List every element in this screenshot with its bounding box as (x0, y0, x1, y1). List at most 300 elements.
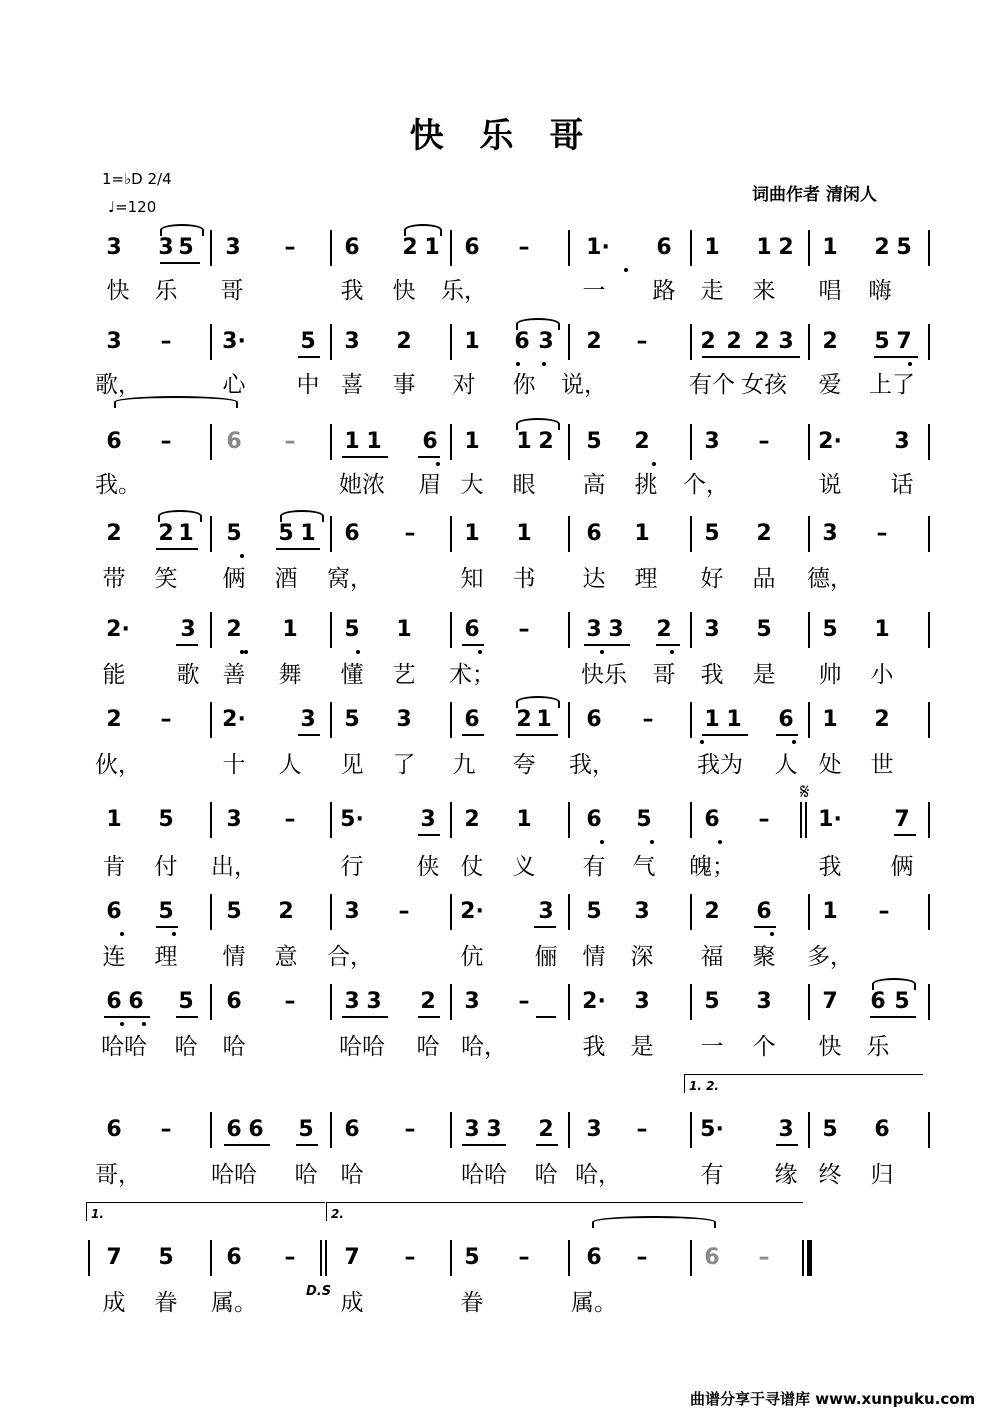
lyric-syllable: 九 (452, 752, 476, 778)
note: 3 (704, 429, 720, 454)
note: 5 (464, 1245, 480, 1270)
lyric-syllable: 哈 (416, 1034, 440, 1060)
barline (330, 230, 332, 266)
double-barline (800, 802, 807, 838)
barline (450, 612, 452, 648)
octave-dot (436, 462, 440, 466)
lyric-syllable: 德， (807, 566, 853, 592)
barline (690, 324, 692, 360)
note: 6 (704, 1245, 720, 1270)
lyric-syllable: 哥， (95, 1162, 141, 1188)
note: 5 (226, 899, 242, 924)
lyric-syllable: 善 (222, 662, 246, 688)
barline (330, 702, 332, 738)
note: 3 (106, 329, 122, 354)
barline (808, 324, 810, 360)
lyric-syllable: 十 (222, 752, 246, 778)
note: – (642, 707, 654, 732)
octave-dot (770, 932, 774, 936)
barline (568, 802, 570, 838)
barline (690, 1112, 692, 1148)
lyric-syllable: 书 (512, 566, 536, 592)
lyric-syllable: 成 (340, 1290, 364, 1316)
lyric-syllable: 人 (278, 752, 302, 778)
eighth-underline (156, 548, 198, 550)
note: 3 (586, 617, 602, 642)
note: 2· (818, 429, 842, 454)
note: – (284, 989, 296, 1014)
lyric-syllable: 哈， (575, 1162, 621, 1188)
note: 6 (344, 521, 360, 546)
note: 2 (874, 235, 890, 260)
note: 1 (536, 707, 552, 732)
note: 1 (178, 521, 194, 546)
octave-dot (356, 650, 360, 654)
lyric-syllable: 眉 (418, 472, 442, 498)
note: 3 (344, 329, 360, 354)
octave-dot (600, 840, 604, 844)
note: 3 (778, 1117, 794, 1142)
lyric-syllable: 带 (102, 566, 126, 592)
lyric-syllable: 哈 (534, 1162, 558, 1188)
lyric-syllable: 聚 (752, 944, 776, 970)
note: 2 (700, 329, 716, 354)
note: 3 (634, 899, 650, 924)
eighth-underline (418, 456, 440, 458)
barline (568, 612, 570, 648)
octave-dot (700, 740, 704, 744)
lyric-syllable: 我 (700, 662, 724, 688)
volta-2 (326, 1202, 803, 1221)
note: 5 (158, 807, 174, 832)
lyric-syllable: 我。 (95, 472, 141, 498)
eighth-underline (342, 1016, 388, 1018)
note: 1 (300, 521, 316, 546)
barline (808, 230, 810, 266)
lyric-syllable: 歌， (95, 372, 141, 398)
barline (808, 1112, 810, 1148)
lyric-syllable: 属。 (571, 1290, 617, 1316)
note: 3 (226, 807, 242, 832)
note: 3· (222, 329, 246, 354)
octave-dot (516, 362, 520, 366)
lyric-syllable: 意 (274, 944, 298, 970)
note: – (636, 329, 648, 354)
barline (450, 702, 452, 738)
note: 5 (344, 707, 360, 732)
lyric-syllable: 乐 (866, 1034, 890, 1060)
note: 2 (516, 707, 532, 732)
note: 7 (894, 807, 910, 832)
lyric-syllable: 来 (752, 278, 776, 304)
barline (210, 516, 212, 552)
octave-dot (542, 362, 546, 366)
octave-dot (624, 268, 628, 272)
note: 5 (874, 329, 890, 354)
note: 1 (516, 521, 532, 546)
barline (450, 230, 452, 266)
octave-dot (240, 554, 244, 558)
song-title: 快 乐 哥 (409, 116, 596, 156)
lyric-syllable: 乐 (154, 278, 178, 304)
eighth-underline (156, 926, 178, 928)
octave-dot (600, 650, 604, 654)
note: 5 (636, 807, 652, 832)
note: 1 (464, 429, 480, 454)
note: – (636, 1117, 648, 1142)
barline (808, 516, 810, 552)
eighth-underline (870, 1016, 916, 1018)
lyric-syllable: 我 (340, 278, 364, 304)
barline (928, 984, 930, 1020)
note: 1 (464, 521, 480, 546)
lyric-syllable: 多， (807, 944, 853, 970)
octave-dot (908, 362, 912, 366)
lyric-syllable: 情 (582, 944, 606, 970)
double-barline (320, 1240, 327, 1276)
lyric-syllable: 哥 (220, 278, 244, 304)
note: – (878, 899, 890, 924)
eighth-underline (276, 548, 320, 550)
barline (450, 324, 452, 360)
note: 5· (700, 1117, 724, 1142)
volta-label: 1. 2. (689, 1079, 719, 1093)
slur-arc (158, 510, 202, 522)
note: 5 (178, 989, 194, 1014)
note: 1 (822, 899, 838, 924)
eighth-underline (702, 734, 748, 736)
octave-dot (478, 650, 482, 654)
lyric-syllable: 深 (630, 944, 654, 970)
note: 5 (896, 235, 912, 260)
note: – (284, 807, 296, 832)
lyric-syllable: 处 (818, 752, 842, 778)
eighth-underline (702, 356, 756, 358)
note: – (518, 235, 530, 260)
lyric-syllable: 行 (340, 854, 364, 880)
lyric-syllable: 人 (774, 752, 798, 778)
barline (568, 894, 570, 930)
lyric-syllable: 知 (460, 566, 484, 592)
eighth-underline (160, 262, 200, 264)
lyric-syllable: 成 (102, 1290, 126, 1316)
note: 5 (894, 989, 910, 1014)
note: – (398, 899, 410, 924)
note: – (758, 1245, 770, 1270)
lyric-syllable: 快乐 (581, 662, 627, 688)
note: 1 (756, 235, 772, 260)
note: 6 (586, 1245, 602, 1270)
lyric-syllable: 术； (449, 662, 495, 688)
lyric-syllable: 见 (340, 752, 364, 778)
eighth-underline (536, 1016, 556, 1018)
eighth-underline (298, 356, 320, 358)
lyric-syllable: 福 (700, 944, 724, 970)
note: 3 (158, 235, 174, 260)
lyric-syllable: 一 (582, 278, 606, 304)
eighth-underline (224, 1144, 270, 1146)
note: 6 (586, 707, 602, 732)
note: 2 (396, 329, 412, 354)
lyric-syllable: 懂 (340, 662, 364, 688)
note: 6 (128, 989, 144, 1014)
octave-dot (120, 1022, 124, 1026)
lyric-syllable: 大 (460, 472, 484, 498)
note: 3 (464, 1117, 480, 1142)
barline (210, 612, 212, 648)
note: 3 (344, 899, 360, 924)
barline (450, 984, 452, 1020)
lyric-syllable: 哈 (222, 1034, 246, 1060)
lyric-syllable: 嗨 (868, 278, 892, 304)
lyric-syllable: 魄； (689, 854, 735, 880)
lyric-syllable: 爱 (818, 372, 842, 398)
note: 2 (778, 235, 794, 260)
note: 6 (106, 429, 122, 454)
lyric-syllable: 伉 (460, 944, 484, 970)
slur-arc (516, 418, 560, 430)
note: – (284, 1245, 296, 1270)
segno-icon: 𝄋 (800, 780, 810, 805)
lyric-syllable: 缘 (774, 1162, 798, 1188)
note: 5 (298, 1117, 314, 1142)
octave-dot (670, 650, 674, 654)
note: 3 (756, 989, 772, 1014)
lyric-syllable: 高 (582, 472, 606, 498)
note: 1 (106, 807, 122, 832)
lyric-syllable: 俪 (534, 944, 558, 970)
lyric-syllable: 有 (700, 1162, 724, 1188)
note: 2 (754, 329, 770, 354)
note: 6 (226, 989, 242, 1014)
note: 5 (756, 617, 772, 642)
lyric-syllable: 义 (512, 854, 536, 880)
barline (808, 424, 810, 460)
barline (210, 1112, 212, 1148)
note: 6 (106, 989, 122, 1014)
barline (450, 894, 452, 930)
barline (568, 702, 570, 738)
lyric-syllable: 歌 (176, 662, 200, 688)
eighth-underline (584, 644, 630, 646)
note: 1 (704, 235, 720, 260)
barline (808, 984, 810, 1020)
barline (450, 802, 452, 838)
barline (690, 984, 692, 1020)
eighth-underline (176, 1016, 198, 1018)
note: 2 (402, 235, 418, 260)
volta-1 (86, 1202, 325, 1221)
note: 1 (282, 617, 298, 642)
barline (210, 894, 212, 930)
eighth-underline (462, 644, 484, 646)
barline (568, 324, 570, 360)
lyric-syllable: 个， (683, 472, 729, 498)
lyric-syllable: 快 (106, 278, 130, 304)
lyric-syllable: 哈哈 (339, 1034, 385, 1060)
lyric-syllable: 路 (652, 278, 676, 304)
note: 3 (396, 707, 412, 732)
note: 6 (464, 617, 480, 642)
lyric-syllable: 酒 (274, 566, 298, 592)
barline (568, 424, 570, 460)
note: 1 (344, 429, 360, 454)
barline (450, 1240, 452, 1276)
barline (690, 802, 692, 838)
eighth-underline (418, 1016, 440, 1018)
lyric-syllable: 挑 (634, 472, 658, 498)
octave-dot (244, 650, 248, 654)
note: 5 (586, 429, 602, 454)
note: 2 (726, 329, 742, 354)
lyric-syllable: 窝， (327, 566, 373, 592)
lyric-syllable: 好 (700, 566, 724, 592)
barline (690, 612, 692, 648)
note: – (758, 429, 770, 454)
note: 2 (704, 899, 720, 924)
slur-arc (872, 978, 916, 990)
barline (808, 894, 810, 930)
note: 2 (420, 989, 436, 1014)
barline (210, 802, 212, 838)
lyric-syllable: 心 (222, 372, 246, 398)
volta-label: 1. (91, 1207, 104, 1221)
note: 1· (818, 807, 842, 832)
lyric-syllable: 艺 (392, 662, 416, 688)
barline (928, 516, 930, 552)
lyric-syllable: 说 (818, 472, 842, 498)
final-barline (802, 1240, 812, 1276)
lyric-syllable: 理 (634, 566, 658, 592)
barline (690, 516, 692, 552)
lyric-syllable: 是 (630, 1034, 654, 1060)
slur-arc (516, 318, 560, 330)
note: 2 (106, 707, 122, 732)
eighth-underline (176, 644, 198, 646)
barline (210, 424, 212, 460)
barline (690, 230, 692, 266)
octave-dot (650, 840, 654, 844)
note: 5 (822, 1117, 838, 1142)
note: – (404, 1117, 416, 1142)
barline (330, 324, 332, 360)
note: 2 (634, 429, 650, 454)
eighth-underline (342, 456, 388, 458)
octave-dot (652, 462, 656, 466)
lyric-syllable: 眷 (460, 1290, 484, 1316)
key-signature: 1=♭D 2/4 (102, 170, 172, 188)
note: 3 (822, 521, 838, 546)
barline (928, 324, 930, 360)
note: 3 (634, 989, 650, 1014)
lyric-syllable: 有 (582, 854, 606, 880)
note: 2 (464, 807, 480, 832)
eighth-underline (418, 834, 440, 836)
barline (450, 1112, 452, 1148)
slur-arc (516, 696, 560, 708)
note: 3 (538, 899, 554, 924)
note: 3 (894, 429, 910, 454)
lyric-syllable: 事 (392, 372, 416, 398)
note: 6 (344, 1117, 360, 1142)
note: 6 (514, 329, 530, 354)
barline (928, 1112, 930, 1148)
note: – (160, 329, 172, 354)
note: 1 (396, 617, 412, 642)
barline (210, 1240, 212, 1276)
note: – (160, 1117, 172, 1142)
note: 6 (756, 899, 772, 924)
eighth-underline (776, 734, 798, 736)
lyric-syllable: 笑 (154, 566, 178, 592)
lyric-syllable: 走 (700, 278, 724, 304)
note: 5 (178, 235, 194, 260)
note: 3 (704, 617, 720, 642)
eighth-underline (462, 734, 484, 736)
note: – (876, 521, 888, 546)
octave-dot (718, 840, 722, 844)
note: 3 (420, 807, 436, 832)
lyric-syllable: 哈 (294, 1162, 318, 1188)
lyric-syllable: 说， (561, 372, 607, 398)
barline (88, 1240, 90, 1276)
note: 1 (366, 429, 382, 454)
note: 2 (278, 899, 294, 924)
lyric-syllable: 哈哈 (211, 1162, 257, 1188)
note: 6 (226, 429, 242, 454)
note: – (404, 1245, 416, 1270)
note: 5 (586, 899, 602, 924)
note: 5 (704, 521, 720, 546)
footer-source: 曲谱分享于寻谱库 www.xunpuku.com (690, 1390, 976, 1408)
eighth-underline (462, 1144, 506, 1146)
lyric-syllable: 属。 (211, 1290, 257, 1316)
slur-arc (114, 396, 238, 408)
barline (330, 424, 332, 460)
note: 2· (106, 617, 130, 642)
lyric-syllable: 俩 (890, 854, 914, 880)
dal-segno-mark: D.S (306, 1284, 332, 1299)
lyric-syllable: 哈哈 (101, 1034, 147, 1060)
note: 5 (226, 521, 242, 546)
octave-dot (172, 932, 176, 936)
note: 1 (464, 329, 480, 354)
note: 1 (822, 235, 838, 260)
lyric-syllable: 合， (327, 944, 373, 970)
note: 5 (158, 1245, 174, 1270)
volta-1-2 (684, 1074, 923, 1093)
lyric-syllable: 仗 (460, 854, 484, 880)
note: 1 (726, 707, 742, 732)
note: – (518, 989, 530, 1014)
barline (450, 516, 452, 552)
note: – (518, 617, 530, 642)
barline (330, 984, 332, 1020)
note: 1 (704, 707, 720, 732)
barline (690, 702, 692, 738)
barline (330, 802, 332, 838)
note: 6 (226, 1245, 242, 1270)
eighth-underline (776, 1144, 798, 1146)
lyric-syllable: 夸 (512, 752, 536, 778)
note: 6 (586, 807, 602, 832)
note: 7 (822, 989, 838, 1014)
lyric-syllable: 气 (632, 854, 656, 880)
note: 5 (822, 617, 838, 642)
lyric-syllable: 连 (102, 944, 126, 970)
note: 6 (106, 1117, 122, 1142)
note: 6 (464, 235, 480, 260)
